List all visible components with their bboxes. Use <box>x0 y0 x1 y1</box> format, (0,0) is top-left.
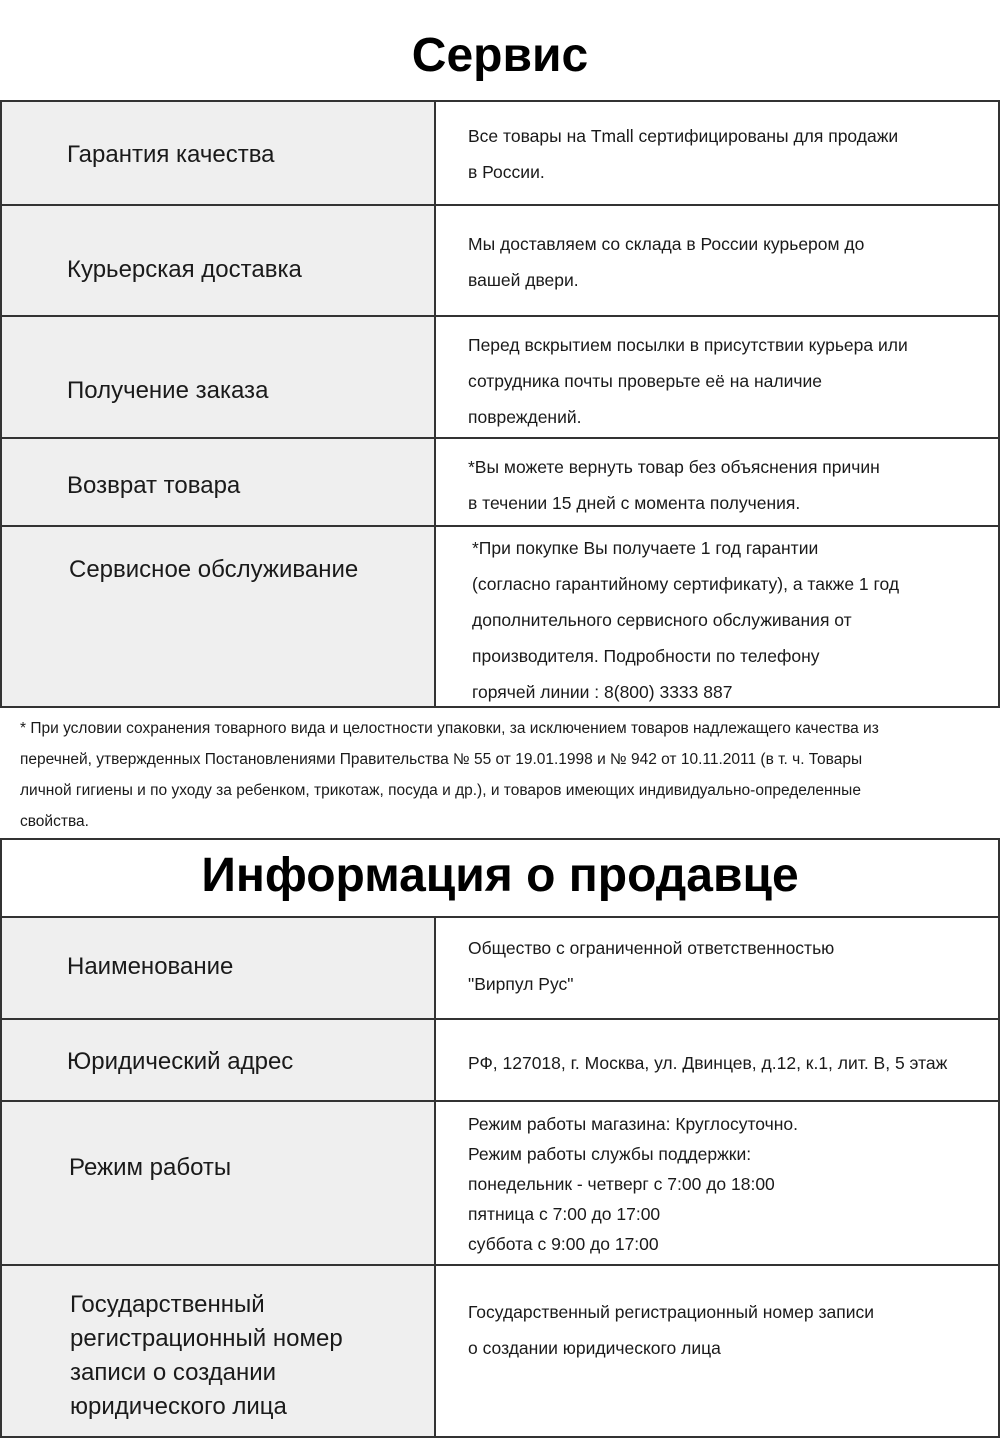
value-line: Режим работы магазина: Круглосуточно. <box>468 1114 798 1134</box>
service-label-quality: Гарантия качества <box>67 141 275 168</box>
seller-value-name <box>468 930 834 1002</box>
table-border <box>0 100 1000 102</box>
value-line: *При покупке Вы получаете 1 год гарантии <box>472 538 819 558</box>
label-line: юридического лица <box>70 1393 287 1420</box>
service-title: Сервис <box>411 29 589 82</box>
value-line: Все товары на Tmall сертифицированы для продажи <box>468 126 899 146</box>
label-line: Государственный <box>70 1291 265 1318</box>
table-border <box>434 100 436 708</box>
label-line: регистрационный номер <box>70 1325 343 1352</box>
value-line: Мы доставляем со склада в России курьером до <box>468 234 865 254</box>
service-label-receiving: Получение заказа <box>67 377 269 404</box>
service-value-maintenance <box>472 530 899 710</box>
service-value-quality <box>468 118 898 190</box>
seller-value-address <box>468 1045 947 1081</box>
seller-title: Информация о продавце <box>201 849 799 902</box>
value-line: в России. <box>468 162 545 182</box>
footnote-line: личной гигиены и по уходу за ребенком, трикотаж, посуда и др.), и товаров имеющих индивидуально-определенные <box>20 782 861 799</box>
value-line: вашей двери. <box>468 270 579 290</box>
seller-label-hours <box>69 1151 231 1185</box>
value-line: повреждений. <box>468 407 582 427</box>
value-line: Общество с ограниченной ответственностью <box>468 938 835 958</box>
seller-label-name <box>67 950 233 984</box>
value-line: Режим работы службы поддержки: <box>468 1144 752 1164</box>
value-line: "Вирпул Рус" <box>468 974 574 994</box>
table-border <box>0 1018 1000 1020</box>
service-label-delivery: Курьерская доставка <box>67 256 302 283</box>
service-value-return <box>468 449 880 521</box>
label-line: Юридический адрес <box>67 1048 294 1075</box>
value-line: Государственный регистрационный номер записи <box>468 1302 874 1322</box>
table-border <box>0 838 1000 840</box>
table-border <box>434 916 436 1438</box>
seller-label-registration <box>70 1288 343 1424</box>
footnote-line: свойства. <box>20 813 89 830</box>
footnote-line: перечней, утвержденных Постановлениями Правительства № 55 от 19.01.1998 и № 942 от 10.11.2011 (в т. ч. Товары <box>20 751 863 768</box>
seller-value-registration <box>468 1294 874 1366</box>
value-line: производителя. Подробности по телефону <box>472 646 820 666</box>
table-border <box>0 1100 1000 1102</box>
table-border <box>0 315 1000 317</box>
value-line: суббота с 9:00 до 17:00 <box>468 1234 659 1254</box>
value-line: сотрудника почты проверьте её на наличие <box>468 371 822 391</box>
table-border <box>0 100 2 708</box>
value-line: дополнительного сервисного обслуживания от <box>472 610 852 630</box>
seller-value-hours <box>468 1109 798 1259</box>
value-line: о создании юридического лица <box>468 1338 721 1358</box>
table-border <box>0 916 1000 918</box>
value-line: (согласно гарантийному сертификату), а также 1 год <box>472 574 900 594</box>
service-label-return: Возврат товара <box>67 472 241 499</box>
label-line: Режим работы <box>69 1154 232 1181</box>
service-footnote <box>20 713 990 837</box>
value-line: Перед вскрытием посылки в присутствии курьера или <box>468 335 908 355</box>
value-line: пятница с 7:00 до 17:00 <box>468 1204 661 1224</box>
seller-label-address <box>67 1045 293 1079</box>
service-value-delivery <box>468 226 864 298</box>
table-border <box>0 1436 1000 1438</box>
value-line: РФ, 127018, г. Москва, ул. Двинцев, д.12, к.1, лит. B, 5 этаж <box>468 1053 948 1073</box>
label-line: записи о создании <box>70 1359 277 1386</box>
value-line: *Вы можете вернуть товар без объяснения причин <box>468 457 880 477</box>
table-border <box>0 204 1000 206</box>
table-border <box>0 1264 1000 1266</box>
value-line: в течении 15 дней с момента получения. <box>468 493 801 513</box>
service-value-receiving <box>468 327 908 435</box>
service-label-maintenance: Сервисное обслуживание <box>69 556 359 583</box>
table-border <box>0 838 2 1438</box>
table-border <box>0 437 1000 439</box>
value-line: понедельник - четверг с 7:00 до 18:00 <box>468 1174 775 1194</box>
table-border <box>0 525 1000 527</box>
value-line: горячей линии : 8(800) 3333 887 <box>472 682 733 702</box>
label-line: Наименование <box>67 953 234 980</box>
footnote-line: * При условии сохранения товарного вида и целостности упаковки, за исключением товаров надлежащего качества из <box>20 720 879 737</box>
